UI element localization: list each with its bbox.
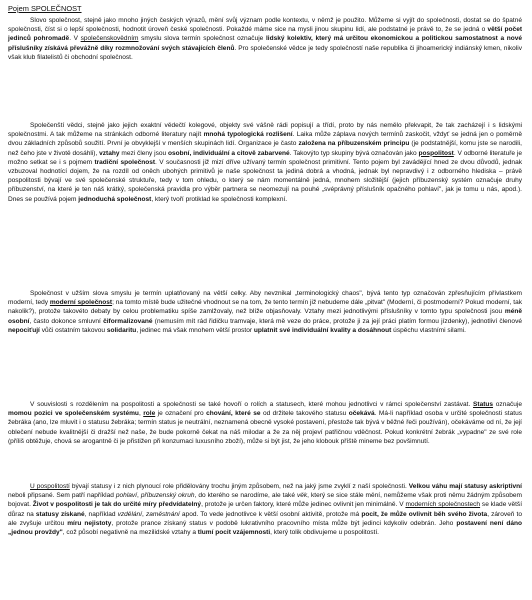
paragraph-1: Slovo společnost, stejně jako mnoho jiných českých výrazů, mění svůj význam podle kontextu, v němž je použito. Můžeme si vyjít do společnosti, dostat se do špatné společnosti, číst si o lepší společnosti, hodnotit úroveň české společnosti. Pokaždé máme sice na mysli jinou skupinu lidí, ale podstatné je právě to, že se jedná o větší počet jedinců pohromadě. V společenskovědním smyslu slova termín společnost označuje lidský kolektiv, který má určitou ekonomickou a politickou samostatnost a nové příslušníky získává převážně díky rozmnožování svých stávajících členů. Pro společenské vědce je tedy společností naše republika či jihoamerický indiánský kmen, nikoliv však klub filatelistů či obchodní společnost.	[8, 17, 523, 61]
emphasis-text: vzdělání	[117, 510, 142, 518]
emphasis-text: role	[143, 410, 156, 418]
emphasis-text: vztahy	[99, 149, 120, 157]
emphasis-text: čiformalizované	[103, 317, 153, 325]
emphasis-text: U pospolitostí	[30, 483, 70, 490]
emphasis-text: zaměstnání	[145, 510, 180, 518]
emphasis-text: příbuzenský okruh	[140, 492, 195, 500]
emphasis-text: tlumí pocit vzájemnosti	[197, 529, 271, 537]
emphasis-text: lidský kolektiv, který má určitou ekonomickou a politickou samostatnost a nové příslušníky získává převážně díky rozmnožování svých stávajících členů	[8, 35, 522, 52]
emphasis-text: chování, které se	[206, 410, 261, 418]
emphasis-text: pospolitost	[418, 149, 454, 157]
emphasis-text: společenskovědním	[80, 35, 139, 43]
emphasis-text: Status	[473, 401, 494, 408]
emphasis-text: méně osobní	[8, 308, 522, 325]
emphasis-text: tradiční společnost	[94, 158, 156, 166]
emphasis-text: moderních společnostech	[405, 501, 481, 509]
emphasis-text: solidaritu	[106, 326, 137, 334]
emphasis-text: mnohá typologická rozlišení	[203, 131, 293, 139]
emphasis-text: momou pozici ve společenském systému	[8, 410, 139, 418]
emphasis-text: nepociťují	[8, 326, 40, 334]
emphasis-text: osobní, individuální a citově zabarvené	[168, 149, 290, 157]
emphasis-text: založena na příbuzenském principu	[298, 140, 410, 148]
emphasis-text: pocit, že může ovlivnit běh svého života	[361, 510, 488, 518]
emphasis-text: věk	[296, 492, 308, 500]
emphasis-text: Život v pospolitosti je tak do určité míry předvídatelný	[32, 501, 202, 509]
paragraph-2: Společenští vědci, stejně jako jejich exaktní vědečtí kolegové, objekty své vášně rádi popisují a třídí, proto by nás nemělo překvapit, že tak zacházejí i s lidskými společnostmi. A tak můžeme na stránkách odborné literatury najít mnohá typologická rozlišení. Laika může záplava nových termínů zaskočit, vždyť se jedná jen o poměrně dvou základních způsobů soužití. První je obvyklejší v menších skupinách lidí. Organizace je často založena na příbuzenském principu (je podstatnější, komu jste se narodili, než čeho jste v životě dosáhli), vztahy mezi členy jsou osobní, individuální a citově zabarvené. Takovýto typ skupiny bývá označován jako pospolitost. V odborné literatuře je možno setkat se i s pojmem tradiční společnost. V současnosti již mizí dříve užívaný termín společnost primitivní. Tento pojem byl zavádějící hned ze dvou důvodů, jednak vzbuzoval hodnotící dojem, že na rozdíl od oněch ubohých primitivů je naše společnost ta jediná dobrá a vhodná, jednak byl nepravdivý i z odborného hlediska – právě pospolitosti bývají ve své společenské struktuře, tedy v tom ohledu, o který se nám momentálně jedná, mnohem složitější (jejich příbuzenský systém označuje druhy příbuzenství, na které je ten náš krátký, společenská pravidla pro výběr partnera se neomezují na pouhé „svéprávný příslušník opačného pohlaví", jak je tomu u nás, apod.). Dnes se používá pojem jednoduchá společnost, který tvoří protiklad ke společnosti komplexní.	[8, 122, 522, 203]
emphasis-text: jednoduchá společnost	[78, 195, 152, 203]
emphasis-text: očekává	[348, 410, 375, 418]
emphasis-text: větší počet jedinců pohromadě	[8, 26, 523, 43]
emphasis-text: pohlaví	[115, 492, 138, 500]
emphasis-text: míru nejistoty	[67, 519, 112, 527]
emphasis-text: postavení není dáno „jednou provždy"	[8, 519, 522, 537]
emphasis-text: Velkou váhu mají statusy askriptivní	[408, 483, 522, 490]
paragraph-5: U pospolitostí bývají statusy i z nich plynoucí role přidělovány trochu jiným způsobem, než na jaký jsme zvyklí z naší společnosti. Velkou váhu mají statusy askriptivní neboli připsané. Sem patří například pohlaví, příbuzenský okruh, do kterého se narodíme, ale také věk, který se sice stále mění, nemůžeme však proti němu žádným způsobem bojovat. Život v pospolitosti je tak do určité míry předvídatelný, protože je určen faktory, které může jedinec ovlivnit jen minimálně. V moderních společnostech se klade větší důraz na statusy získané, například vzdělání, zaměstnání apod. To vede jednotlivce k větší osobní aktivitě, protože má pocit, že může ovlivnit běh svého života, zároveň to ale zvyšuje určitou míru nejistoty, protože prance získaný status v podobě lukrativního pracovního místa může být jedinci kdykoliv odebrán. Jeho postavení není dáno „jednou provždy", což působí negativně na mezilidské vztahy a tlumí pocit vzájemnosti, který tolik obdivujeme u pospolitostí.	[8, 483, 523, 537]
emphasis-text: statusy získané	[35, 510, 85, 518]
emphasis-text: moderní společnost	[49, 299, 113, 307]
paragraph-4: V souvislosti s rozdělením na pospolitosti a společnosti se také hovoří o rolích a statusech, které mohou jednotlivci v rámci společenství zastávat. Status označuje momou pozici ve společenském systému, role je označení pro chování, které se od držitele takového statusu očekává. Má-li například osoba v určité společnosti status žebráka (ano, lze mluvit i o statusu žebráka; termín status je neutrální, neznamená obecně vysoké postavení, přestože tak bývá v běžné řeči používán), očekáváme od ní, že její oblečení nebude kvalitnější či dražší než naše, že bude pokorně čekat na náš milodar a že za něj projeví patřičnou vděčnost. Pokud konkrétní žebrák „vypadne" ze své role (příliš obtěžuje, chová se arogantně či je přistižen při konzumaci luxusního zboží), může si být jist, že jeho klobouk příště mineme bez povšimnutí.	[8, 401, 523, 445]
paragraph-3: Společnost v užším slova smyslu je termín uplatňovaný na větší celky. Aby nevznikal „terminologický chaos", bývá tento typ označován zpřesňujícím přívlastkem moderní, tedy moderní společnost; na tomto místě bude užitečné vhodnout se na tom, že tento termín již nebudeme dále „pitvat" (Moderní, či postmoderní? Pokud moderní, tak nakolik?), protože takovéto debaty by celou problematiku spíše zamlžovaly, než blíže objasňovaly. Vztahy mezi jednotlivými příslušníky v tomto typu společnosti jsou méně osobní, často dokonce smluvní čiformalizované (nemusím mít rád řidičku tramvaje, která mě veze do práce, protože ji za její práci platím formou jízdenky), jednotliví členové nepociťují vůči ostatním takovou solidaritu, jedinec má však mnohem větší prostor uplatnit své individuální kvality a dosáhnout úspěchu vlastními silami.	[8, 290, 522, 334]
page-title: Pojem SPOLEČNOST	[8, 4, 82, 13]
emphasis-text: uplatnit své individuální kvality a dosáhnout	[253, 326, 392, 334]
